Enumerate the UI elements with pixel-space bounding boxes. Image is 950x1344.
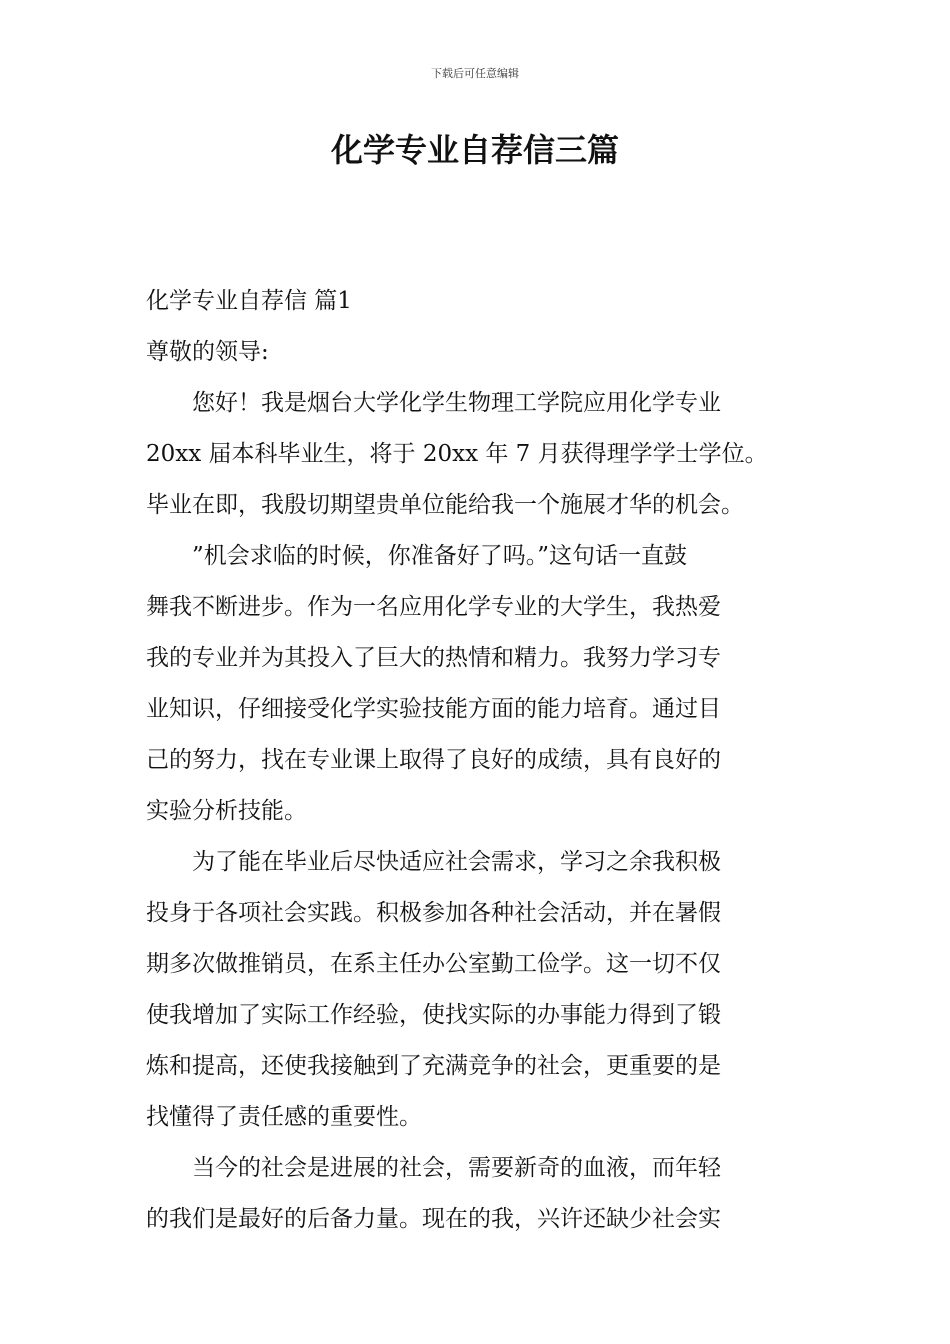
document-body: [146, 276, 810, 1245]
paragraph-line: 期多次做推销员，在系主任办公室勤工俭学。这一切不仅: [146, 951, 721, 977]
paragraph-line: 实验分析技能。: [146, 798, 307, 824]
paragraph-line: 舞我不断进步。作为一名应用化学专业的大学生，我热爱: [146, 594, 721, 620]
paragraph-line: 您好！我是烟台大学化学生物理工学院应用化学专业: [192, 390, 721, 416]
paragraph-line: 当今的社会是进展的社会，需要新奇的血液，而年轻: [192, 1155, 721, 1181]
paragraph-line: 找懂得了责任感的重要性。: [146, 1104, 422, 1130]
paragraph-line: 炼和提高，还使我接触到了充满竞争的社会，更重要的是: [146, 1053, 721, 1079]
paragraph-line: 毕业在即，我殷切期望贵单位能给我一个施展才华的机会。: [146, 492, 744, 518]
paragraph-line: 20xx 届本科毕业生，将于 20xx 年 7 月获得理学学士学位。: [146, 441, 768, 467]
paragraph-line: 使我增加了实际工作经验，使找实际的办事能力得到了锻: [146, 1002, 721, 1028]
paragraph-line: 我的专业并为其投入了巨大的热情和精力。我努力学习专: [146, 645, 721, 671]
paragraph-line: 业知识，仔细接受化学实验技能方面的能力培育。通过目: [146, 696, 721, 722]
section-heading: 化学专业自荐信 篇1: [146, 288, 352, 314]
paragraph-line: ”机会求临的时候，你准备好了吗。”这句话一直鼓: [192, 543, 688, 569]
document-title: 化学专业自荐信三篇: [330, 131, 619, 169]
paragraph-line: 为了能在毕业后尽快适应社会需求，学习之余我积极: [192, 849, 721, 875]
paragraph-line: 的我们是最好的后备力量。现在的我，兴许还缺少社会实: [146, 1206, 721, 1232]
salutation: 尊敬的领导:: [146, 339, 269, 365]
paragraph-line: 己的努力，找在专业课上取得了良好的成绩，具有良好的: [146, 747, 721, 773]
paragraph-line: 投身于各项社会实践。积极参加各种社会活动，并在暑假: [146, 900, 721, 926]
page-header-note: 下载后可任意编辑: [431, 67, 519, 80]
